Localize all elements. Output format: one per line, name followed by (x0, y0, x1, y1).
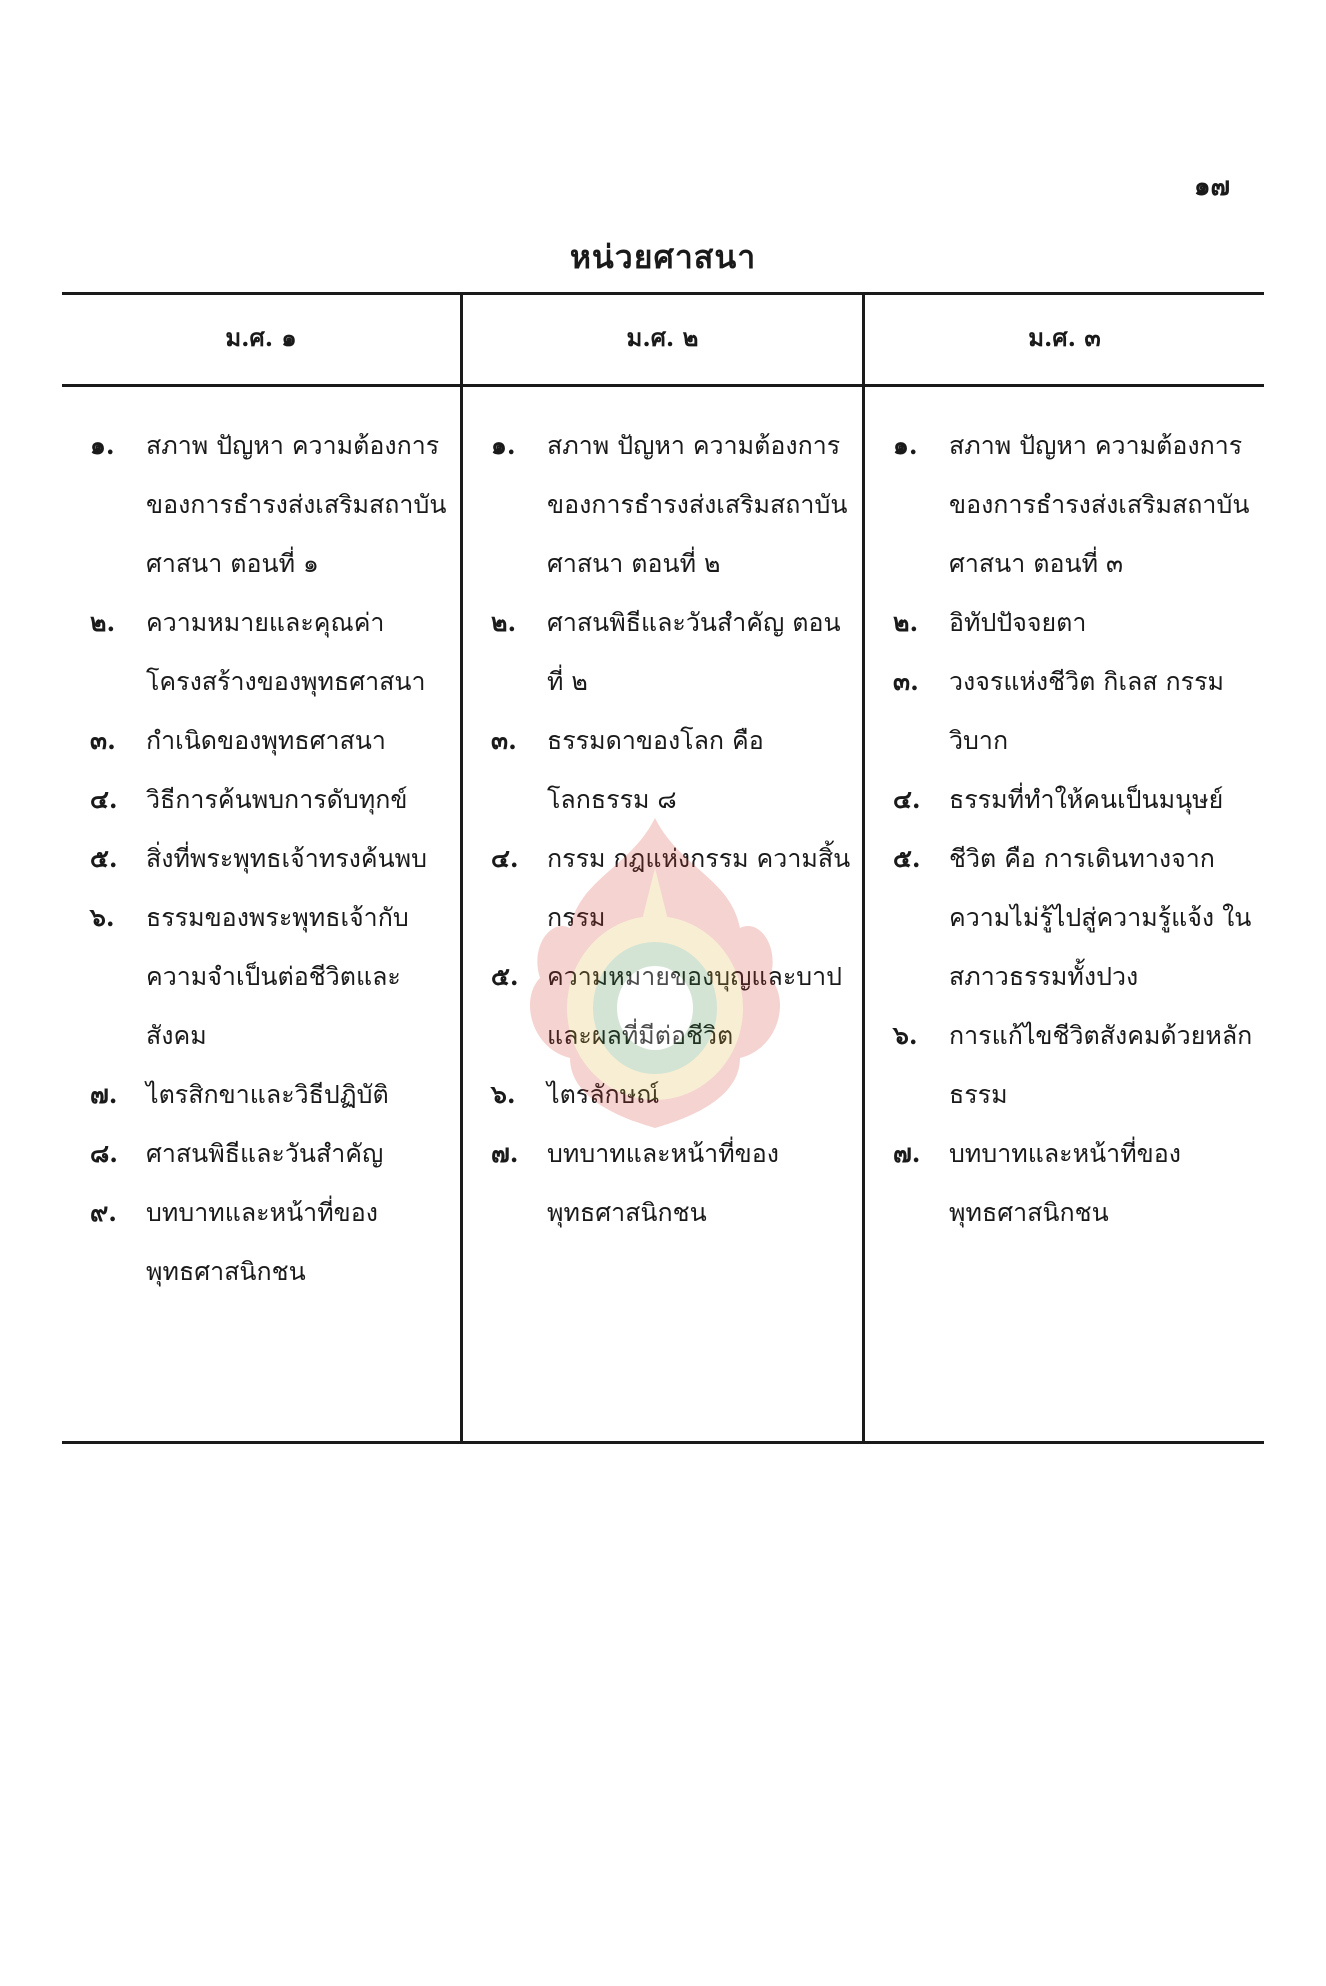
item-number: ๕. (90, 844, 118, 873)
item-number: ๗. (90, 1080, 118, 1109)
column-header: ม.ศ. ๒ (626, 323, 699, 352)
list-item (491, 1124, 854, 1242)
item-text: ธรรมดาของโลก คือ โลกธรรม ๘ (547, 726, 764, 814)
column-3 (865, 292, 1264, 1444)
item-number: ๕. (893, 844, 921, 873)
item-number: ๓. (893, 667, 919, 696)
item-number: ๑. (90, 431, 115, 460)
item-number: ๙. (90, 1198, 118, 1227)
item-number: ๗. (893, 1139, 921, 1168)
item-text: ไตรสิกขาและวิธีปฏิบัติ (146, 1080, 389, 1109)
column-2 (463, 292, 862, 1444)
item-text: บทบาทและหน้าที่ของพุทธศาสนิกชน (146, 1198, 378, 1286)
item-text: กรรม กฎแห่งกรรม ความสิ้นกรรม (547, 844, 851, 932)
page-title: หน่วยศาสนา (569, 238, 757, 276)
item-number: ๑. (893, 431, 918, 460)
item-number: ๒. (90, 608, 116, 637)
topic-list (62, 384, 460, 1301)
item-text: ศาสนพิธีและวันสำคัญ ตอนที่ ๒ (547, 608, 841, 696)
list-item (90, 593, 452, 711)
item-text: ธรรมของพระพุทธเจ้ากับความจำเป็นต่อชีวิตและสังคม (146, 903, 409, 1050)
item-number: ๔. (893, 785, 921, 814)
item-number: ๓. (90, 726, 116, 755)
list-item (893, 652, 1256, 770)
item-text: ชีวิต คือ การเดินทางจากความไม่รู้ไปสู่ความรู้แจ้ง ในสภาวธรรมทั้งปวง (949, 844, 1252, 991)
list-item (90, 711, 452, 770)
item-number: ๖. (90, 903, 115, 932)
column-1 (62, 292, 460, 1444)
list-item (893, 829, 1256, 1006)
item-number: ๘. (90, 1139, 118, 1168)
item-number: ๒. (893, 608, 919, 637)
list-item (893, 593, 1256, 652)
item-number: ๒. (491, 608, 517, 637)
list-item (491, 711, 854, 829)
list-item (491, 416, 854, 593)
item-number: ๖. (491, 1080, 516, 1109)
item-text: วิธีการค้นพบการดับทุกข์ (146, 785, 408, 814)
list-item (90, 770, 452, 829)
list-item (90, 1183, 452, 1301)
item-text: วงจรแห่งชีวิต กิเลส กรรมวิบาก (949, 667, 1224, 755)
item-text: สิ่งที่พระพุทธเจ้าทรงค้นพบ (146, 844, 428, 873)
list-item (491, 1065, 854, 1124)
curriculum-table (62, 292, 1264, 1444)
list-item (893, 1124, 1256, 1242)
item-text: ไตรลักษณ์ (547, 1080, 660, 1109)
list-item (90, 1065, 452, 1124)
list-item (90, 416, 452, 593)
page-number: ๑๗ (1193, 172, 1230, 202)
list-item (90, 888, 452, 1065)
list-item (893, 1006, 1256, 1124)
list-item (491, 829, 854, 947)
item-number: ๔. (90, 785, 118, 814)
item-text: ความหมายและคุณค่าโครงสร้างของพุทธศาสนา (146, 608, 426, 696)
item-text: สภาพ ปัญหา ความต้องการของการธำรงส่งเสริมสถาบันศาสนา ตอนที่ ๓ (949, 431, 1250, 578)
item-number: ๕. (491, 962, 519, 991)
item-text: อิทัปปัจจยตา (949, 608, 1087, 637)
item-text: ธรรมที่ทำให้คนเป็นมนุษย์ (949, 785, 1224, 814)
item-text: ความหมายของบุญและบาปและผลที่มีต่อชีวิต (547, 962, 843, 1050)
item-text: สภาพ ปัญหา ความต้องการของการธำรงส่งเสริมสถาบันศาสนา ตอนที่ ๒ (547, 431, 848, 578)
item-number: ๗. (491, 1139, 519, 1168)
item-text: สภาพ ปัญหา ความต้องการของการธำรงส่งเสริมสถาบันศาสนา ตอนที่ ๑ (146, 431, 447, 578)
column-header: ม.ศ. ๑ (225, 323, 297, 352)
list-item (90, 1124, 452, 1183)
item-text: บทบาทและหน้าที่ของพุทธศาสนิกชน (547, 1139, 779, 1227)
topic-list (463, 384, 862, 1242)
list-item (893, 416, 1256, 593)
item-text: ศาสนพิธีและวันสำคัญ (146, 1139, 384, 1168)
list-item (893, 770, 1256, 829)
item-text: กำเนิดของพุทธศาสนา (146, 726, 386, 755)
item-number: ๖. (893, 1021, 918, 1050)
topic-list (865, 384, 1264, 1242)
item-number: ๓. (491, 726, 517, 755)
list-item (491, 947, 854, 1065)
item-number: ๔. (491, 844, 519, 873)
list-item (90, 829, 452, 888)
item-text: บทบาทและหน้าที่ของพุทธศาสนิกชน (949, 1139, 1181, 1227)
list-item (491, 593, 854, 711)
column-header: ม.ศ. ๓ (1028, 323, 1101, 352)
item-text: การแก้ไขชีวิตสังคมด้วยหลักธรรม (949, 1021, 1253, 1109)
item-number: ๑. (491, 431, 516, 460)
